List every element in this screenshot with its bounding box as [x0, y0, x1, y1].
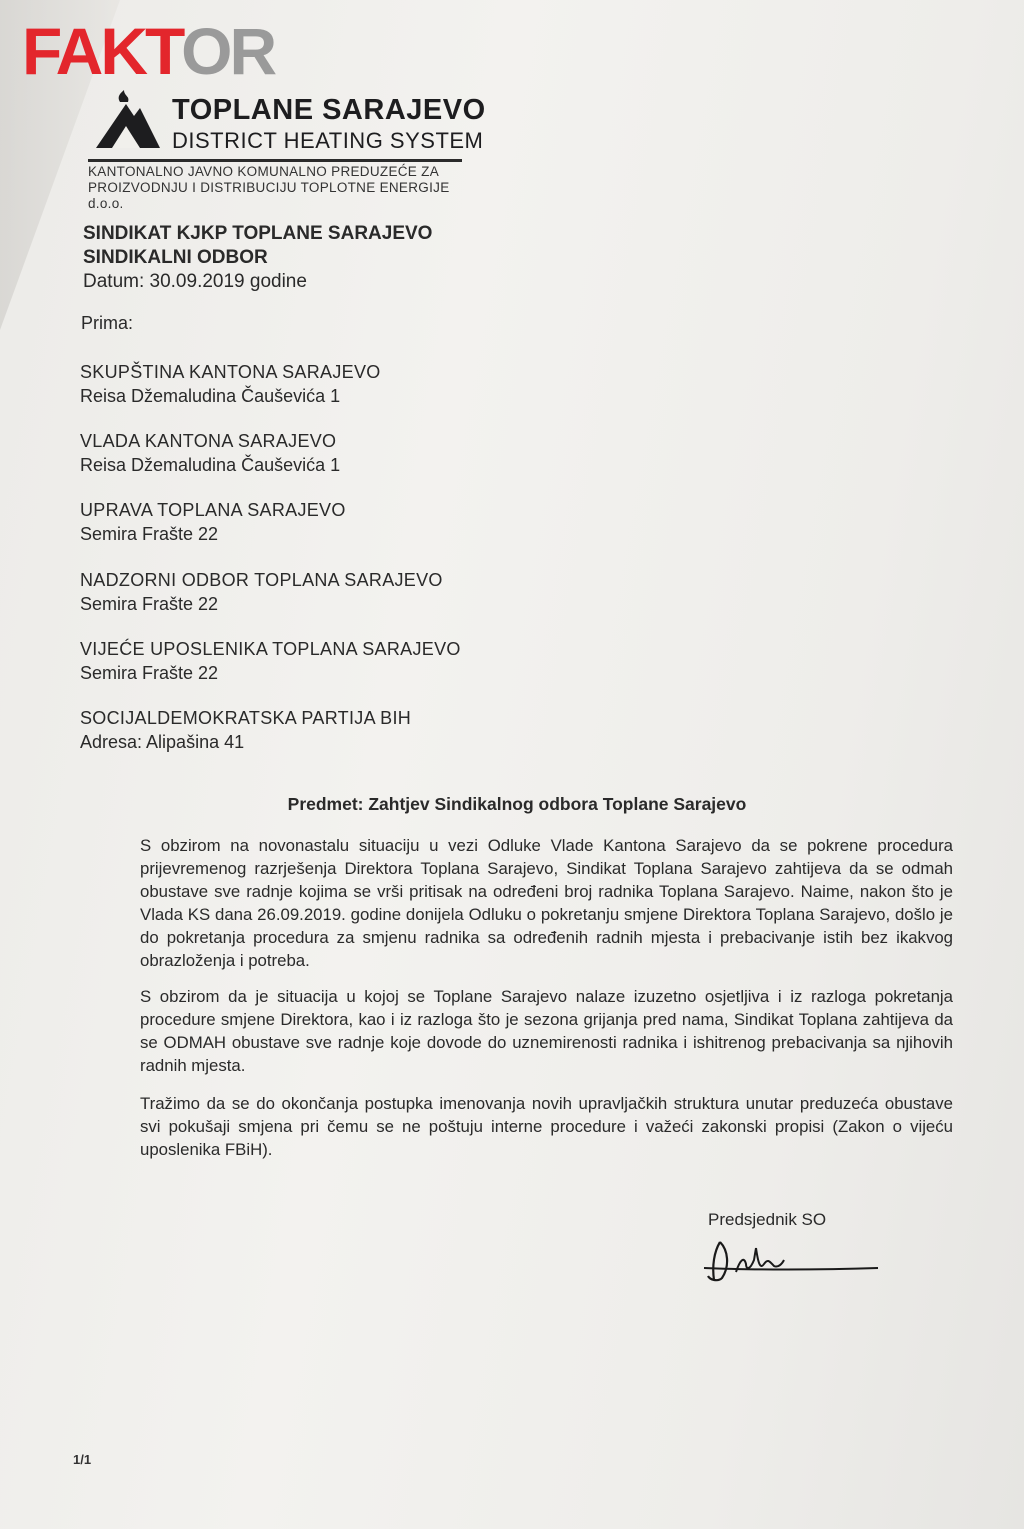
recipient-name: SKUPŠTINA KANTONA SARAJEVO: [80, 362, 381, 382]
logo-divider: [88, 159, 462, 162]
recipient-address: Reisa Džemaludina Čauševića 1: [80, 455, 341, 475]
recipient-block: [80, 498, 346, 546]
handwritten-signature: [700, 1230, 885, 1285]
recipient-address: Adresa: Alipašina 41: [80, 732, 245, 752]
body-paragraph: Tražimo da se do okončanja postupka imenovanja novih upravljačkih struktura unutar preduzeća obustave svi pokušaji smjena pri čemu se ne poštuju interne procedure i važeći zakonski propisi (Zakon o vijeću uposlenika FBiH).: [140, 1094, 953, 1159]
sender-organization: SINDIKAT KJKP TOPLANE SARAJEVO: [83, 223, 433, 244]
recipient-address: Semira Frašte 22: [80, 663, 219, 683]
recipient-block: [80, 568, 443, 616]
body-paragraph: S obzirom na novonastalu situaciju u vezi Odluke Vlade Kantona Sarajevo da se pokrene procedura prijevremenog razrješenja Direktora Toplana Sarajevo, Sindikat Toplana Sarajevo zahtijeva da se odmah obustave sve radnje kojima se vrši pritisak na određeni broj radnika Toplana Sarajevo. Naime, nakon što je Vlada KS dana 26.09.2019. godine donijela Odluku o pokretanju smjene Direktora Toplana Sarajevo, došlo je do pokretanja procedura za smjenu radnika sa određenih radnih mjesta i prebacivanje istih bez ikakvog obrazloženja i potreba.: [140, 836, 953, 970]
recipient-address: Semira Frašte 22: [80, 594, 219, 614]
sender-department: SINDIKALNI ODBOR: [83, 247, 268, 268]
recipient-name: SOCIJALDEMOKRATSKA PARTIJA BIH: [80, 708, 412, 728]
recipient-name: VLADA KANTONA SARAJEVO: [80, 431, 337, 451]
body-paragraph: S obzirom da je situacija u kojoj se Toplane Sarajevo nalaze izuzetno osjetljiva i iz razloga pokretanja procedure smjene Direktora, kao i iz razloga što je sezona grijanja pred nama, Sindikat Toplana zahtijeva da se ODMAH obustave sve radnje koje dovode do uznemirenosti radnika i ishitrenog prebacivanja sa njihovih radnih mjesta.: [140, 987, 953, 1075]
recipient-name: UPRAVA TOPLANA SARAJEVO: [80, 500, 346, 520]
faktor-watermark: [22, 14, 275, 88]
letter-date: Datum: 30.09.2019 godine: [83, 271, 307, 292]
recipient-block: [80, 429, 340, 477]
watermark-part-1: FAKT: [22, 14, 182, 88]
recipient-block: [80, 706, 411, 754]
recipient-block: [80, 360, 381, 408]
recipients-label: Prima:: [81, 313, 134, 333]
logo-title: TOPLANE SARAJEVO: [172, 94, 486, 126]
recipient-block: [80, 637, 461, 685]
watermark-part-2: OR: [181, 14, 275, 88]
logo-tagline: [88, 164, 468, 212]
logo-tagline-line-1: KANTONALNO JAVNO KOMUNALNO PREDUZEĆE ZA: [88, 164, 440, 179]
signatory-title: Predsjednik SO: [708, 1210, 827, 1229]
recipient-address: Reisa Džemaludina Čauševića 1: [80, 386, 341, 406]
flame-logo-icon: [90, 90, 164, 150]
recipient-name: VIJEĆE UPOSLENIKA TOPLANA SARAJEVO: [80, 639, 461, 659]
recipient-name: NADZORNI ODBOR TOPLANA SARAJEVO: [80, 570, 443, 590]
recipient-address: Semira Frašte 22: [80, 524, 219, 544]
logo-subtitle: DISTRICT HEATING SYSTEM: [172, 128, 484, 153]
page-number: 1/1: [73, 1452, 92, 1467]
letter-subject: Predmet: Zahtjev Sindikalnog odbora Toplane Sarajevo: [287, 794, 747, 814]
logo-tagline-line-2: PROIZVODNJU I DISTRIBUCIJU TOPLOTNE ENERGIJE d.o.o.: [88, 180, 450, 211]
letter-header: [83, 222, 432, 294]
